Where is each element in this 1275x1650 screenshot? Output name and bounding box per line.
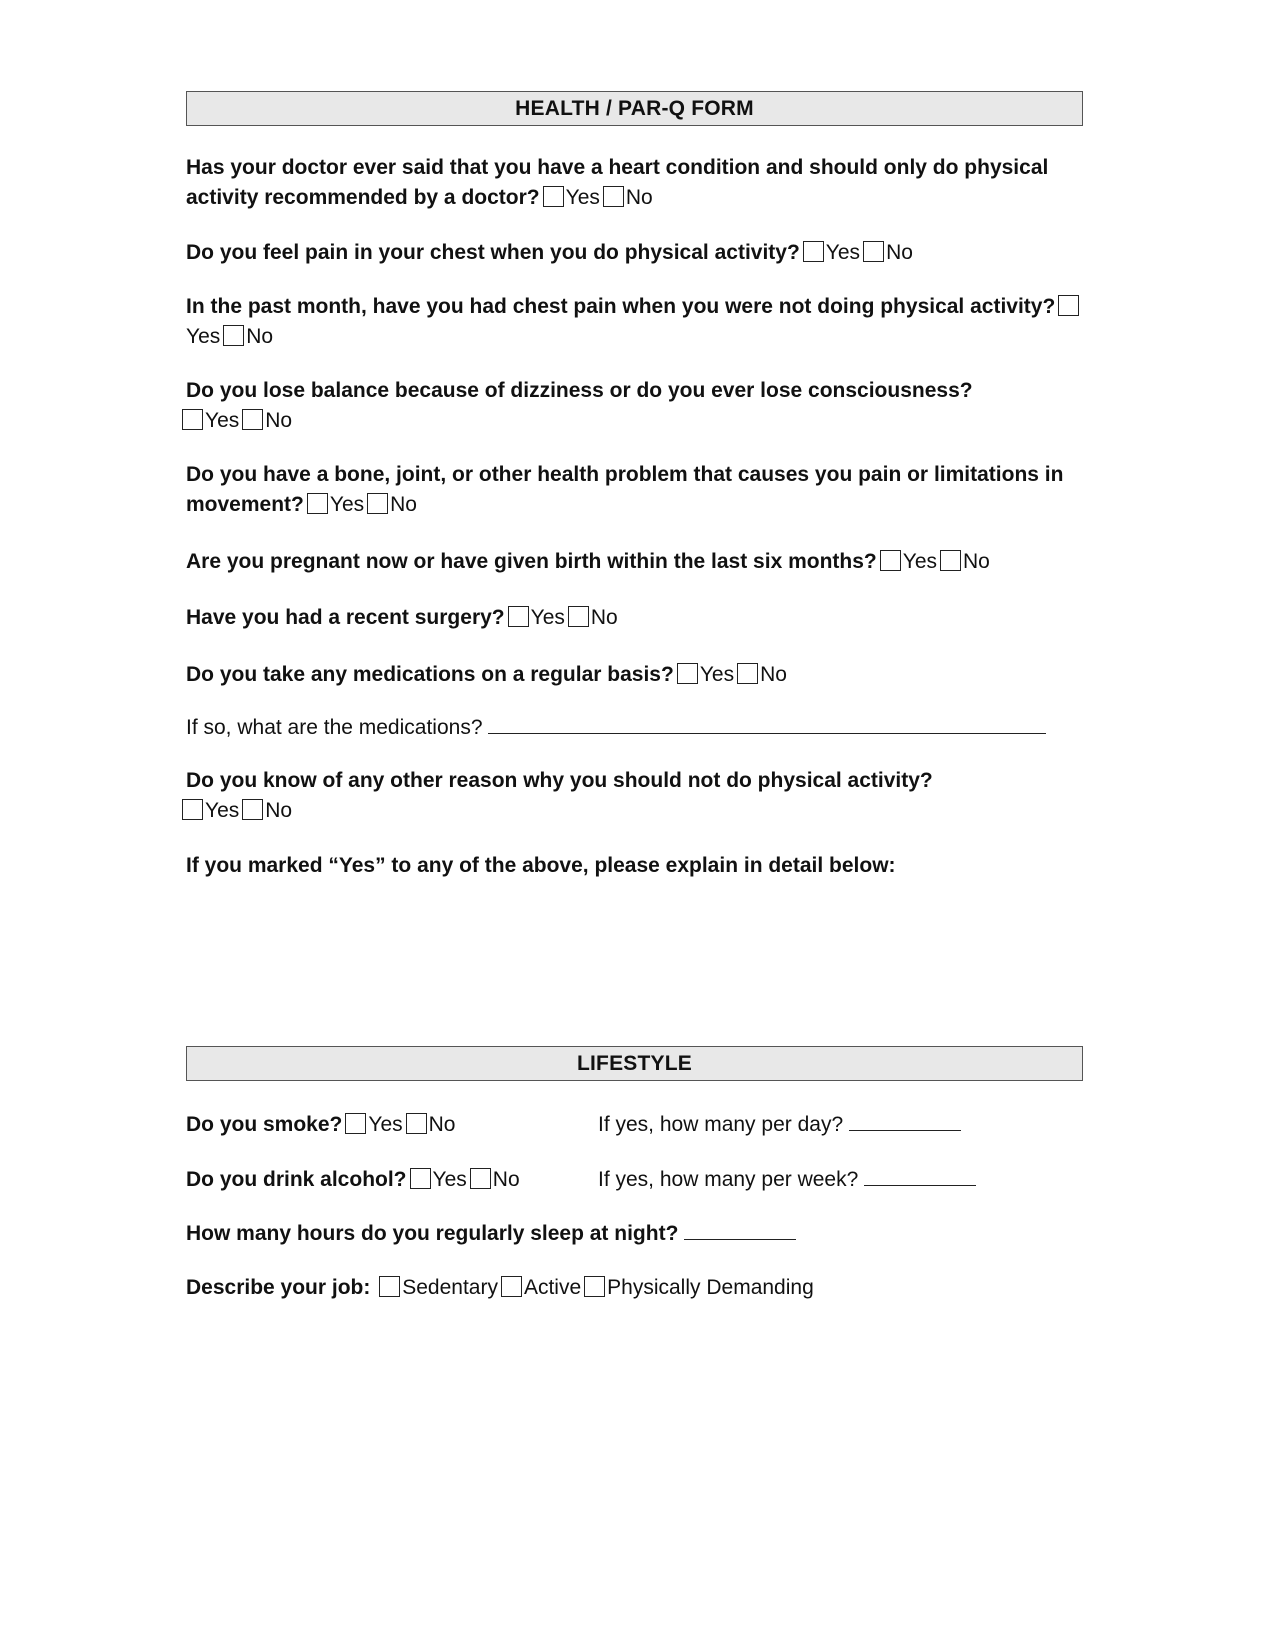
yes-checkbox[interactable] (880, 550, 901, 571)
lifestyle-section-title: LIFESTYLE (577, 1051, 692, 1075)
sleep-question-text: How many hours do you regularly sleep at night? (186, 1222, 679, 1245)
yes-checkbox[interactable] (543, 186, 564, 207)
no-checkbox[interactable] (737, 663, 758, 684)
no-checkbox[interactable] (603, 186, 624, 207)
yes-checkbox[interactable] (307, 493, 328, 514)
alcohol-count-input-line[interactable] (864, 1167, 976, 1186)
no-checkbox[interactable] (223, 325, 244, 346)
no-label: No (265, 799, 293, 822)
sleep-question (186, 1219, 796, 1249)
yes-label: Yes (205, 409, 240, 432)
job-active-label: Active (523, 1276, 582, 1299)
alcohol-question-text: Do you drink alcohol? (186, 1168, 407, 1191)
explain-text-area[interactable] (186, 890, 1083, 1030)
no-label: No (265, 409, 293, 432)
no-label: No (246, 325, 274, 348)
medications-row (186, 713, 1086, 743)
question-chest-pain-rest (186, 292, 1086, 352)
lifestyle-section-header (186, 1046, 1083, 1081)
alcohol-question (186, 1165, 520, 1195)
job-question (186, 1273, 814, 1303)
job-sedentary-checkbox[interactable] (379, 1276, 400, 1297)
yes-label: Yes (368, 1113, 403, 1136)
question-text: In the past month, have you had chest pain when you were not doing physical activity? (186, 295, 1056, 318)
smoke-count-input-line[interactable] (849, 1112, 961, 1131)
question-text: Do you have a bone, joint, or other health problem that causes you pain or limitations in movement? (186, 463, 1064, 516)
question-heart-condition (186, 153, 1086, 213)
health-section-header (186, 91, 1083, 126)
question-text: Are you pregnant now or have given birth within the last six months? (186, 550, 877, 573)
question-text: Do you know of any other reason why you should not do physical activity? (186, 769, 933, 792)
yes-label: Yes (825, 241, 861, 264)
job-sedentary-label: Sedentary (402, 1276, 498, 1299)
yes-label: Yes (902, 550, 938, 573)
yes-checkbox[interactable] (410, 1168, 431, 1189)
yes-checkbox[interactable] (345, 1113, 366, 1134)
smoke-question-text: Do you smoke? (186, 1113, 343, 1136)
question-text: Have you had a recent surgery? (186, 606, 505, 629)
yes-checkbox[interactable] (677, 663, 698, 684)
alcohol-followup (598, 1165, 976, 1195)
smoke-followup-text: If yes, how many per day? (598, 1113, 844, 1136)
smoke-question (186, 1110, 456, 1140)
job-active-checkbox[interactable] (501, 1276, 522, 1297)
medications-prompt: If so, what are the medications? (186, 716, 483, 739)
question-text: Do you feel pain in your chest when you do physical activity? (186, 241, 800, 264)
no-label: No (428, 1113, 456, 1136)
no-label: No (590, 606, 618, 629)
no-checkbox[interactable] (940, 550, 961, 571)
question-pregnancy (186, 547, 1086, 577)
explain-prompt: If you marked “Yes” to any of the above, please explain in detail below: (186, 854, 896, 877)
no-label: No (625, 186, 653, 209)
yes-checkbox[interactable] (182, 409, 203, 430)
yes-label: Yes (205, 799, 240, 822)
job-physically-demanding-label: Physically Demanding (607, 1276, 814, 1299)
question-chest-pain-activity (186, 238, 1086, 268)
question-text: Do you take any medications on a regular basis? (186, 663, 674, 686)
yes-checkbox[interactable] (182, 799, 203, 820)
yes-checkbox[interactable] (803, 241, 824, 262)
medications-input-line[interactable] (488, 715, 1046, 734)
question-surgery (186, 603, 1086, 633)
no-checkbox[interactable] (242, 799, 263, 820)
yes-label: Yes (432, 1168, 467, 1191)
no-checkbox[interactable] (470, 1168, 491, 1189)
question-other-reason (186, 766, 1086, 826)
question-text: Do you lose balance because of dizziness or do you ever lose consciousness? (186, 379, 973, 402)
yes-label: Yes (329, 493, 365, 516)
job-question-text: Describe your job: (186, 1276, 371, 1299)
smoke-followup (598, 1110, 961, 1140)
no-checkbox[interactable] (568, 606, 589, 627)
yes-checkbox[interactable] (508, 606, 529, 627)
no-checkbox[interactable] (367, 493, 388, 514)
no-checkbox[interactable] (406, 1113, 427, 1134)
no-checkbox[interactable] (242, 409, 263, 430)
sleep-hours-input-line[interactable] (684, 1221, 796, 1240)
no-label: No (390, 493, 417, 516)
no-checkbox[interactable] (863, 241, 884, 262)
question-text: Has your doctor ever said that you have a heart condition and should only do physical activity recommended by a doctor? (186, 156, 1049, 209)
question-medications (186, 660, 1086, 690)
job-physically-demanding-checkbox[interactable] (584, 1276, 605, 1297)
no-label: No (886, 241, 913, 264)
yes-label: Yes (699, 663, 735, 686)
no-label: No (963, 550, 990, 573)
yes-label: Yes (186, 325, 221, 348)
question-dizziness (186, 376, 1086, 436)
yes-label: Yes (565, 186, 600, 209)
no-label: No (492, 1168, 520, 1191)
yes-checkbox[interactable] (1058, 295, 1079, 316)
yes-label: Yes (530, 606, 565, 629)
question-bone-joint (186, 460, 1086, 520)
health-section-title: HEALTH / PAR-Q FORM (515, 96, 754, 120)
alcohol-followup-text: If yes, how many per week? (598, 1168, 859, 1191)
no-label: No (760, 663, 787, 686)
